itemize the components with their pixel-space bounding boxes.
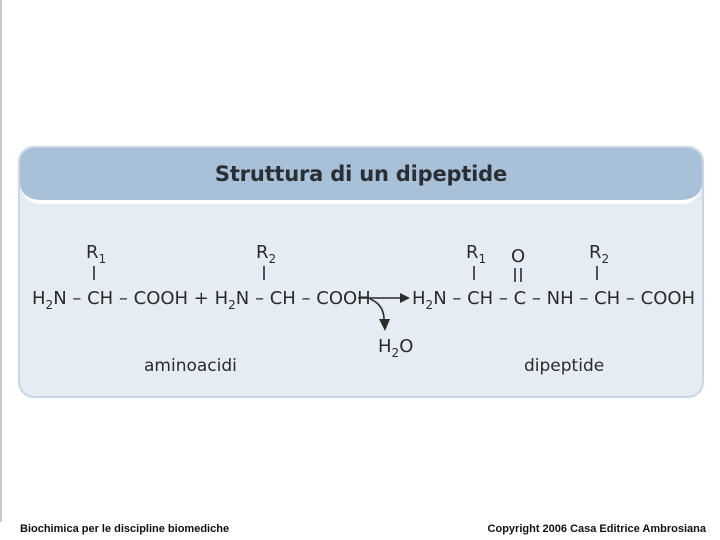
panel-title: Struttura di un dipeptide <box>214 162 508 186</box>
reactant-r1-label: $R_1$ <box>86 242 107 266</box>
reaction-arrow-head <box>400 293 410 303</box>
product-r2-label: $R_2$ <box>589 242 610 266</box>
reactant-r2-label: $R_2$ <box>256 242 277 266</box>
carbonyl-oxygen: O <box>511 246 526 267</box>
water-release-arrow <box>370 299 384 322</box>
footer-book-title: Biochimica per le discipline biomediche <box>20 523 230 535</box>
product-caption: dipeptide <box>524 356 605 376</box>
water-release-arrow-head <box>379 319 390 331</box>
footer <box>0 522 720 540</box>
footer-copyright: Copyright 2006 Casa Editrice Ambrosiana <box>487 523 706 535</box>
product-equation: $H_2N$ – CH – C – NH – CH – COOH <box>412 288 696 312</box>
product-r1-label: $R_1$ <box>466 242 487 266</box>
reactants-equation: $H_2N$ – CH – COOH + $H_2N$ – CH – COOH <box>32 288 371 312</box>
water-label: $H_2O$ <box>378 336 414 360</box>
reactants-caption: aminoacidi <box>144 356 237 376</box>
